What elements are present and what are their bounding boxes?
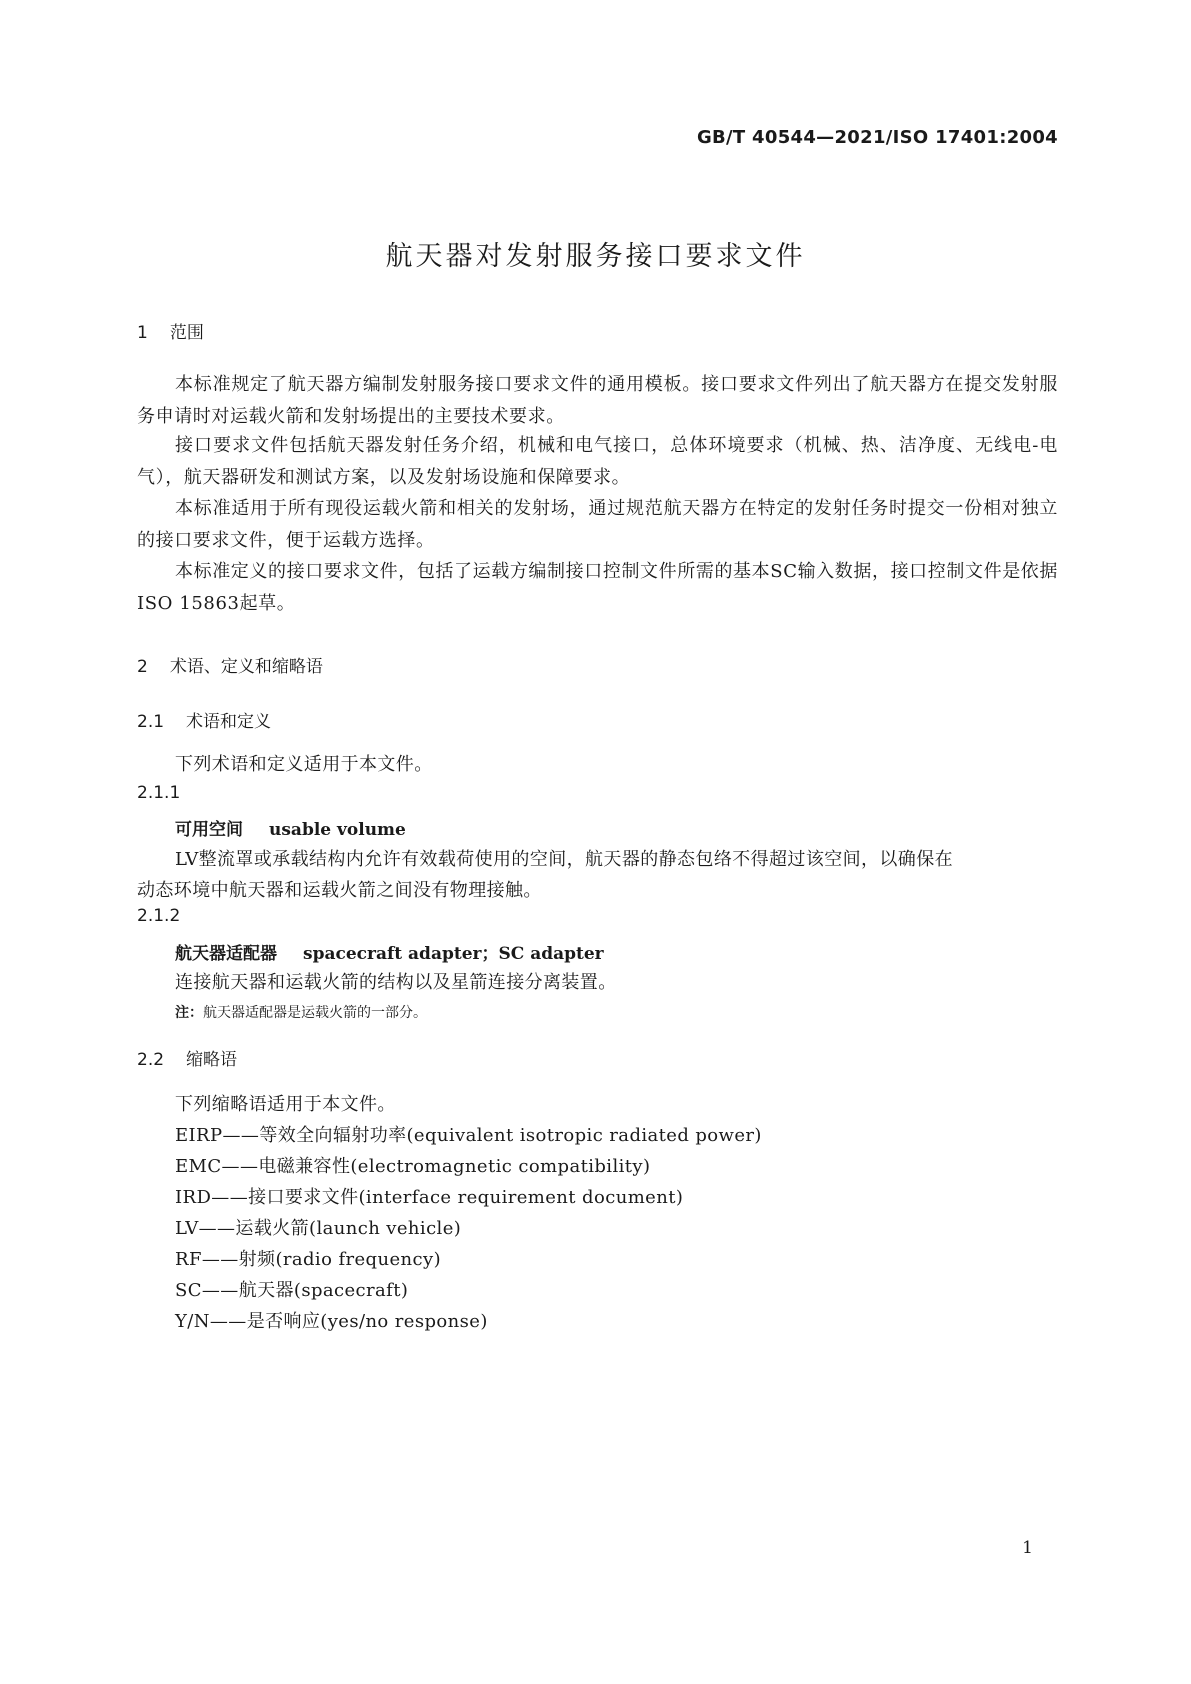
abbreviation-item: SC——航天器(spacecraft)	[175, 1280, 409, 1301]
abbreviation-item: IRD——接口要求文件(interface requirement document)	[175, 1187, 684, 1208]
abbreviation-item: Y/N——是否响应(yes/no response)	[175, 1311, 488, 1332]
section-2-1-heading	[137, 707, 271, 732]
section-2-number: 2	[137, 657, 148, 677]
term-1-name	[175, 815, 406, 840]
abbreviation-item: EIRP——等效全向辐射功率(equivalent isotropic radiated power)	[175, 1125, 762, 1146]
term-2-definition: 连接航天器和运载火箭的结构以及星箭连接分离装置。	[175, 972, 617, 993]
section-1-number: 1	[137, 323, 148, 343]
section-1-paragraph-4: 本标准定义的接口要求文件，包括了运载方编制接口控制文件所需的基本SC输入数据，接口控制文件是依据ISO 15863起草。	[137, 561, 1058, 614]
term-2-name	[175, 939, 604, 964]
document-title: 航天器对发射服务接口要求文件	[385, 241, 806, 272]
abbreviation-item: RF——射频(radio frequency)	[175, 1249, 441, 1270]
term-1-definition-line-1: LV整流罩或承载结构内允许有效载荷使用的空间，航天器的静态包络不得超过该空间，以确保在	[175, 849, 954, 870]
section-2-2-number: 2.2	[137, 1050, 165, 1070]
term-1-number: 2.1.1	[137, 783, 181, 803]
term-2-note	[175, 1002, 427, 1022]
standard-number: GB/T 40544—2021/ISO 17401:2004	[696, 127, 1058, 148]
section-1-paragraph-3: 本标准适用于所有现役运载火箭和相关的发射场，通过规范航天器方在特定的发射任务时提交一份相对独立的接口要求文件，便于运载方选择。	[137, 498, 1058, 551]
section-1-paragraph-2: 接口要求文件包括航天器发射任务介绍，机械和电气接口，总体环境要求（机械、热、洁净度、无线电-电气），航天器研发和测试方案，以及发射场设施和保障要求。	[137, 435, 1058, 488]
term-2-zh: 航天器适配器	[175, 944, 277, 964]
section-2-2-title: 缩略语	[186, 1050, 238, 1070]
term-1-en: usable volume	[269, 820, 406, 840]
section-1-heading	[137, 318, 204, 343]
section-2-1-intro: 下列术语和定义适用于本文件。	[175, 754, 433, 775]
section-2-heading	[137, 652, 323, 677]
section-2-title: 术语、定义和缩略语	[169, 657, 323, 677]
term-2-number: 2.1.2	[137, 906, 181, 926]
term-1-zh: 可用空间	[175, 820, 243, 840]
note-text: 航天器适配器是运载火箭的一部分。	[203, 1005, 427, 1021]
term-2-en: spacecraft adapter；SC adapter	[303, 944, 604, 964]
page-number: 1	[1022, 1538, 1033, 1558]
abbreviation-item: EMC——电磁兼容性(electromagnetic compatibility)	[175, 1156, 651, 1177]
term-1-definition-line-2: 动态环境中航天器和运载火箭之间没有物理接触。	[137, 880, 542, 901]
section-2-1-title: 术语和定义	[186, 712, 272, 732]
section-1-paragraph-1: 本标准规定了航天器方编制发射服务接口要求文件的通用模板。接口要求文件列出了航天器方在提交发射服务申请时对运载火箭和发射场提出的主要技术要求。	[137, 374, 1058, 427]
section-1-title: 范围	[169, 323, 204, 343]
note-label: 注：	[175, 1005, 203, 1021]
section-2-2-intro: 下列缩略语适用于本文件。	[175, 1094, 396, 1115]
section-2-2-heading	[137, 1045, 237, 1070]
section-2-1-number: 2.1	[137, 712, 165, 732]
abbreviation-item: LV——运载火箭(launch vehicle)	[175, 1218, 462, 1239]
